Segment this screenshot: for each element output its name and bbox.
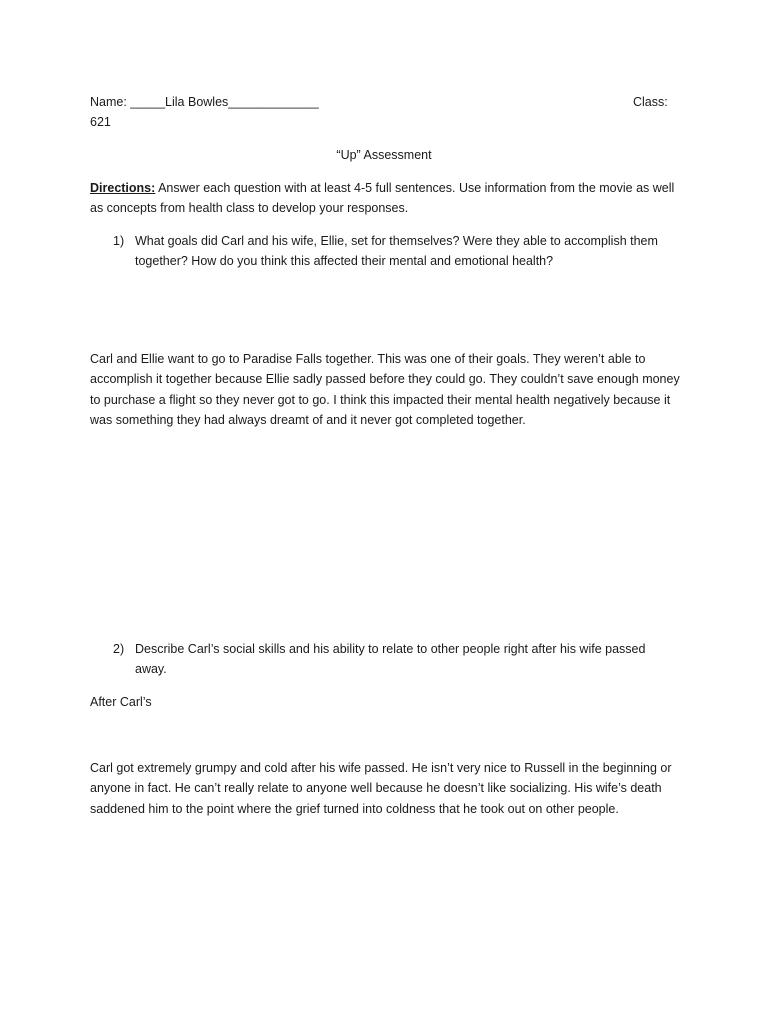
directions-label: Directions: (90, 181, 156, 195)
document-title: “Up” Assessment (336, 148, 432, 162)
answer-1-text: Carl and Ellie want to go to Paradise Falls together. This was one of their goals. They weren’t able to accomplish it together because Ellie sadly passed before they could go. They couldn’t save enough money to purchase a flight so they never got to go. I think this impacted their mental health negatively because it was something they had always dreamt of and it never got completed together. (90, 352, 680, 427)
answer-2-fragment: After Carl’s (90, 695, 152, 709)
answer-2-text: Carl got extremely grumpy and cold after his wife passed. He isn’t very nice to Russell in the beginning or anyone in fact. He can’t really relate to anyone well because he doesn’t like socializing. His wife’s death saddened him to the point where the grief turned into coldness that he took out on other people. (90, 761, 672, 816)
question-1-number: 1) (113, 234, 125, 248)
question-2-number: 2) (113, 642, 125, 656)
class-value: 621 (90, 115, 111, 129)
student-name-line: Name: _____Lila Bowles_____________ (90, 95, 319, 109)
question-1-text: What goals did Carl and his wife, Ellie, set for themselves? Were they able to accomplish them together? How do you think this affected their mental and emotional health? (135, 234, 658, 269)
directions-text: Answer each question with at least 4-5 full sentences. Use information from the movie as well as concepts from health class to develop your responses. (90, 181, 675, 216)
class-label: Class: (633, 95, 668, 109)
directions-paragraph (90, 178, 680, 219)
question-2-text: Describe Carl’s social skills and his ability to relate to other people right after his wife passed away. (135, 642, 646, 677)
